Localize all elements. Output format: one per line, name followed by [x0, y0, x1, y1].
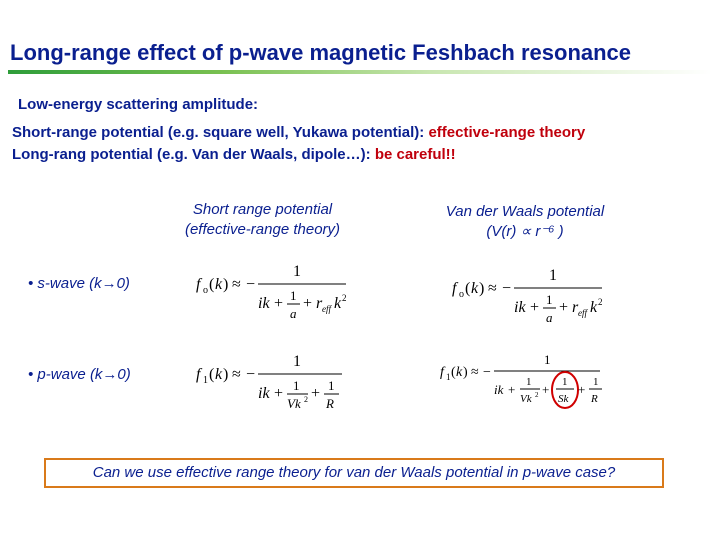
svg-text:(: ( — [209, 276, 215, 293]
svg-text:2: 2 — [304, 395, 308, 404]
svg-text:+: + — [274, 385, 284, 402]
svg-text:R: R — [591, 393, 598, 405]
short-range-header-line1: Short range potential — [192, 201, 333, 218]
svg-text:r: r — [316, 295, 323, 312]
svg-text:k: k — [471, 280, 479, 297]
vdw-header-line1: Van der Waals potential — [445, 203, 605, 220]
svg-text:1: 1 — [549, 267, 557, 284]
svg-text:1: 1 — [328, 378, 335, 393]
svg-text:eff: eff — [578, 308, 587, 318]
svg-text:1: 1 — [293, 353, 301, 370]
svg-text:): ) — [223, 366, 229, 383]
question-box: Can we use effective range theory for van der Waals potential in p-wave case? — [44, 458, 664, 488]
svg-text:eff: eff — [322, 304, 331, 314]
svg-text:r: r — [572, 299, 579, 316]
svg-text:≈: ≈ — [232, 366, 241, 383]
svg-text:+: + — [508, 382, 516, 397]
svg-text:1: 1 — [593, 376, 599, 388]
svg-text:Sk: Sk — [558, 393, 569, 405]
svg-text:f: f — [196, 366, 201, 383]
svg-text:≈: ≈ — [488, 280, 497, 297]
svg-text:ik: ik — [494, 382, 504, 397]
short-range-column-header — [160, 200, 365, 240]
svg-text:ik: ik — [514, 299, 526, 316]
p-wave-vdw-formula — [440, 352, 630, 424]
svg-text:1: 1 — [546, 292, 553, 307]
svg-text:−: − — [246, 366, 256, 383]
short-range-lead: Short-range potential (e.g. square well, Yukawa potential): — [12, 124, 429, 141]
subtitle: Low-energy scattering amplitude: — [18, 96, 259, 113]
long-range-lead: Long-rang potential (e.g. Van der Waals, dipole…): — [12, 146, 375, 163]
svg-text:Vk: Vk — [520, 393, 532, 405]
svg-text:R: R — [326, 396, 334, 411]
svg-text:−: − — [502, 280, 512, 297]
svg-text:≈: ≈ — [471, 365, 479, 380]
svg-text:1: 1 — [562, 376, 568, 388]
slide-title: Long-range effect of p-wave magnetic Feshbach resonance — [10, 40, 632, 65]
svg-text:−: − — [483, 365, 491, 380]
s-wave-label: • s-wave (k→0) — [28, 275, 130, 292]
svg-text:1: 1 — [446, 372, 451, 382]
short-range-header-line2: (effective-range theory) — [184, 221, 341, 238]
svg-text:1: 1 — [290, 288, 297, 303]
svg-text:o: o — [459, 289, 464, 300]
svg-text:k: k — [590, 299, 598, 316]
long-range-highlight: be careful!! — [374, 146, 456, 163]
svg-text:2: 2 — [342, 293, 347, 303]
vdw-column-header — [420, 202, 630, 242]
svg-text:+: + — [542, 382, 550, 397]
svg-text:+: + — [303, 295, 313, 312]
svg-text:Vk: Vk — [287, 396, 301, 411]
s-wave-vdw-formula — [452, 266, 622, 336]
svg-text:1: 1 — [203, 375, 208, 386]
svg-text:a: a — [546, 310, 553, 325]
title-underline — [8, 70, 712, 74]
long-range-statement — [12, 146, 456, 163]
svg-text:k: k — [334, 295, 342, 312]
short-range-highlight: effective-range theory — [428, 124, 586, 141]
svg-text:o: o — [203, 285, 208, 296]
svg-text:2: 2 — [535, 391, 539, 399]
p-wave-short-range-formula — [196, 352, 366, 422]
svg-text:+: + — [559, 299, 569, 316]
svg-text:+: + — [274, 295, 284, 312]
svg-text:2: 2 — [598, 297, 603, 307]
svg-text:+: + — [311, 385, 321, 402]
short-range-statement — [12, 124, 585, 141]
svg-text:(: ( — [465, 280, 471, 297]
svg-text:): ) — [463, 365, 468, 380]
svg-text:ik: ik — [258, 385, 270, 402]
s-wave-short-range-formula — [196, 262, 366, 332]
svg-text:f: f — [196, 276, 201, 293]
svg-text:ik: ik — [258, 295, 270, 312]
svg-text:+: + — [530, 299, 540, 316]
svg-text:1: 1 — [293, 378, 300, 393]
svg-text:k: k — [456, 365, 463, 380]
svg-text:(: ( — [451, 365, 456, 380]
p-wave-label: • p-wave (k→0) — [28, 366, 131, 383]
svg-text:(: ( — [209, 366, 215, 383]
svg-text:+: + — [578, 382, 586, 397]
svg-text:1: 1 — [526, 376, 532, 388]
svg-text:1: 1 — [544, 352, 551, 367]
svg-text:k: k — [215, 276, 223, 293]
svg-text:f: f — [440, 365, 444, 380]
svg-text:): ) — [479, 280, 485, 297]
svg-text:≈: ≈ — [232, 276, 241, 293]
vdw-header-line2: (V(r) ∝ r⁻⁶ ) — [486, 223, 564, 240]
svg-text:−: − — [246, 276, 256, 293]
svg-text:1: 1 — [293, 263, 301, 280]
svg-text:k: k — [215, 366, 223, 383]
svg-text:a: a — [290, 306, 297, 321]
svg-text:f: f — [452, 280, 457, 297]
svg-text:): ) — [223, 276, 229, 293]
